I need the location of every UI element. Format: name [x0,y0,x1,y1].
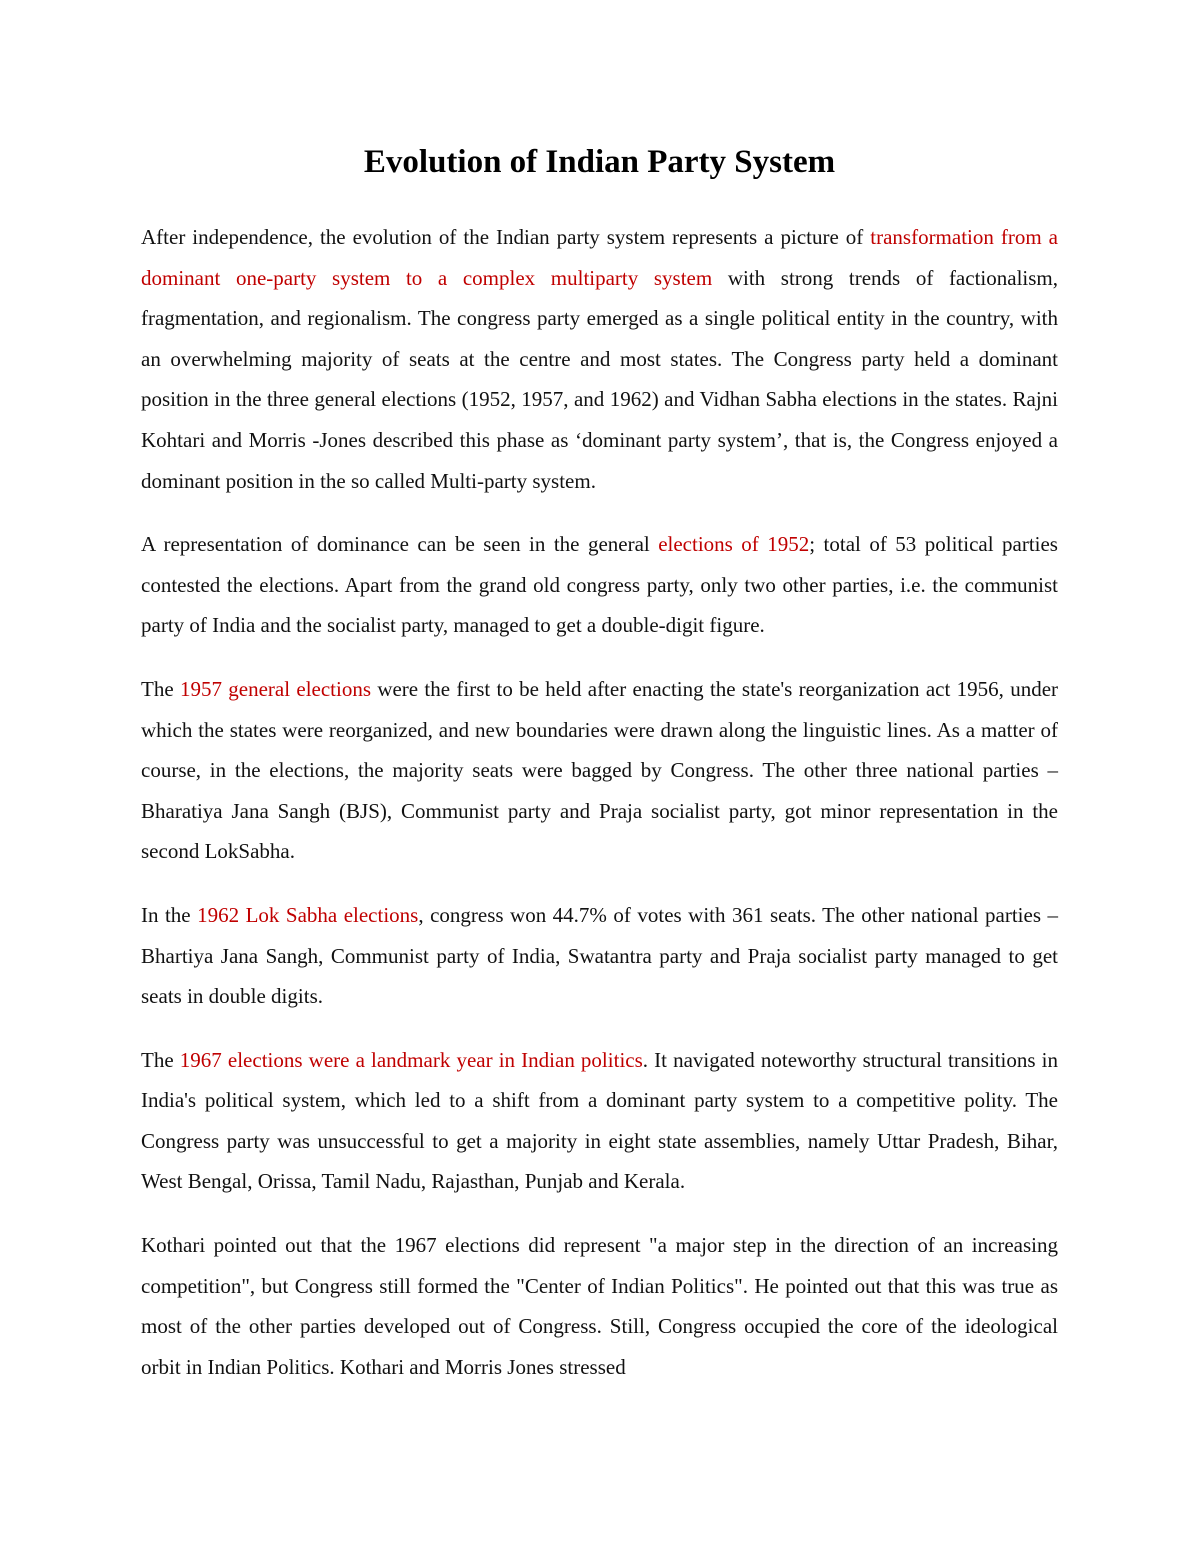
paragraph-1 [141,217,1058,501]
highlighted-text: 1962 Lok Sabha elections [197,902,419,927]
highlighted-text: transformation from a dominant one-party system to a complex multiparty system [141,225,1058,290]
paragraph-text: A representation of dominance can be seen in the general [141,532,659,557]
paragraph-text: Kothari pointed out that the 1967 elections did represent "a major step in the direction of an increasing competition", but Congress still formed the "Center of Indian Politics". He pointed out that this was true as most of the other parties developed out of Congress. Still, Congress occupied the core of the ideological orbit in Indian Politics. Kothari and Morris Jones stressed [141,1233,1058,1379]
paragraph-text: with strong trends of factionalism, fragmentation, and regionalism. The congress party emerged as a single political entity in the country, with an overwhelming majority of seats at the centre and most states. The Congress party held a dominant position in the three general elections (1952, 1957, and 1962) and Vidhan Sabha elections in the states. Rajni Kohtari and Morris -Jones described this phase as ‘dominant party system’, that is, the Congress enjoyed a dominant position in the so called Multi-party system. [141,265,1058,493]
paragraph-2 [141,524,1058,646]
paragraph-text: After independence, the evolution of the Indian party system represents a picture of [141,225,871,249]
paragraph-text: , congress won 44.7% of votes with 361 seats. The other national parties – Bhartiya Jana Sangh, Communist party of India, Swatantra party and Praja socialist party managed to get seats in double digits. [141,902,1058,1009]
highlighted-text: 1957 general elections [179,676,372,701]
paragraph-text: The [141,1047,180,1072]
paragraph-text: In the [141,902,198,927]
highlighted-text: elections of 1952 [658,532,810,557]
paragraph-5 [141,1040,1058,1202]
paragraph-text: were the first to be held after enacting the state's reorganization act 1956, under which the states were reorganized, and new boundaries were drawn along the linguistic lines. As a matter of course, in the elections, the majority seats were bagged by Congress. The other three national parties – Bharatiya Jana Sangh (BJS), Communist party and Praja socialist party, got minor representation in the second LokSabha. [141,676,1059,864]
highlighted-text: 1967 elections were a landmark year in Indian politics [179,1047,643,1072]
paragraph-6 [141,1225,1058,1387]
paragraph-text: . It navigated noteworthy structural transitions in India's political system, which led to a shift from a dominant party system to a competitive polity. The Congress party was unsuccessful to get a majority in eight state assemblies, namely Uttar Pradesh, Bihar, West Bengal, Orissa, Tamil Nadu, Rajasthan, Punjab and Kerala. [141,1047,1059,1194]
paragraph-text: ; total of 53 political parties contested the elections. Apart from the grand old congress party, only two other parties, i.e. the communist party of India and the socialist party, managed to get a double-digit figure. [141,532,1058,638]
paragraph-text: The [141,676,180,701]
paragraph-4 [141,895,1058,1017]
document-title: Evolution of Indian Party System [363,144,836,180]
paragraph-3 [141,669,1058,872]
